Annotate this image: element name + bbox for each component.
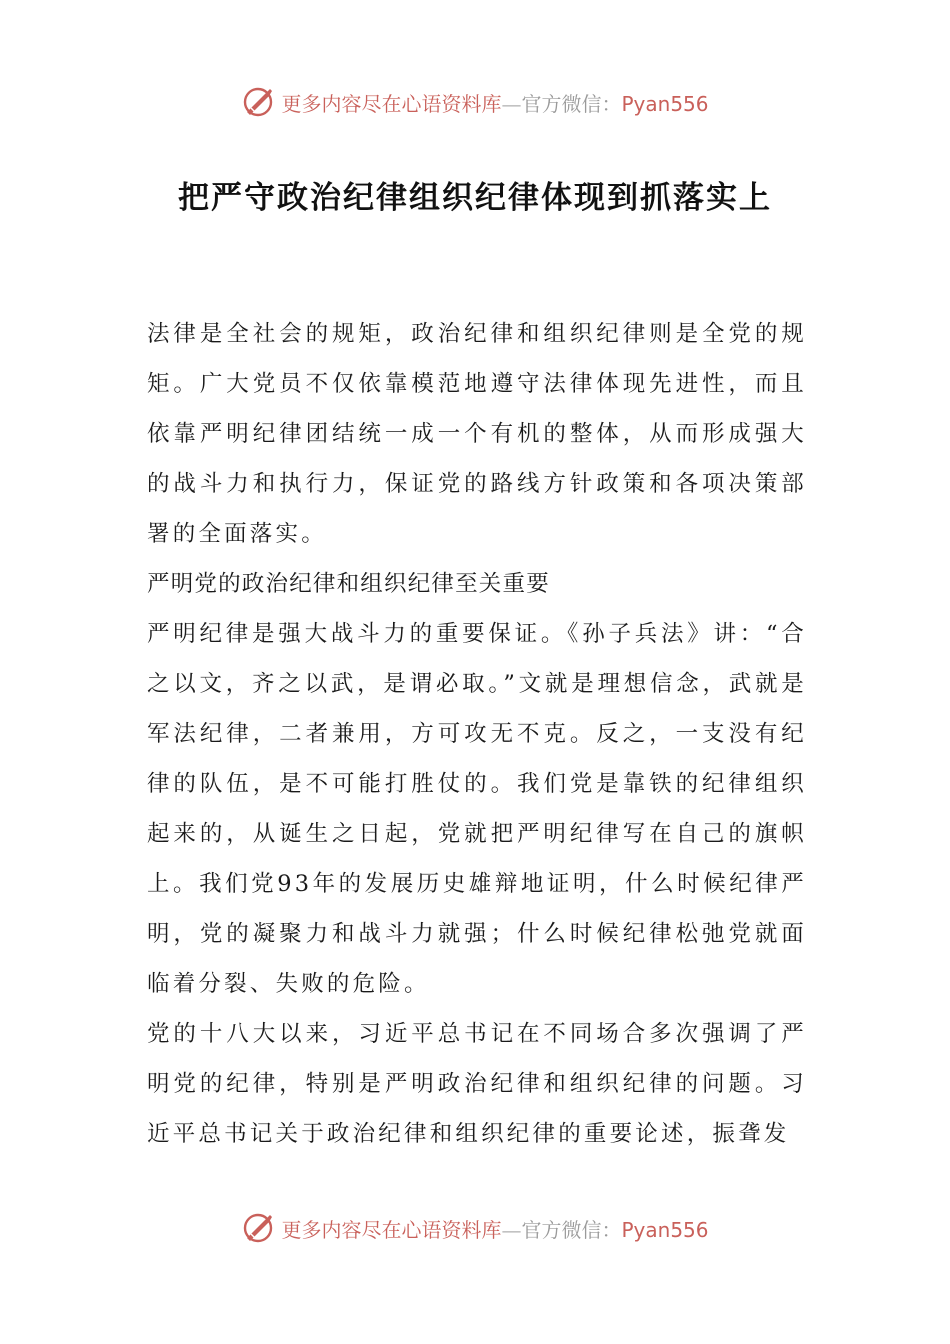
- paragraph: 党的十八大以来，习近平总书记在不同场合多次强调了严明党的纪律，特别是严明政治纪律和组织纪律的问题。习近平总书记关于政治纪律和组织纪律的重要论述，振聋发: [147, 1021, 807, 1147]
- watermark-dash: —: [501, 1217, 522, 1242]
- watermark-contact-label: 官方微信：: [521, 1217, 622, 1242]
- watermark-contact-label: 官方微信：: [521, 91, 622, 116]
- watermark-dash: —: [501, 91, 522, 116]
- watermark-brand: 更多内容尽在心语资料库: [281, 1217, 502, 1242]
- watermark-text: [281, 88, 708, 117]
- watermark-brand: 更多内容尽在心语资料库: [281, 91, 502, 116]
- pen-circle-logo-icon: [241, 1211, 275, 1245]
- watermark-text: [281, 1214, 708, 1243]
- watermark-contact-id: Pyan556: [621, 91, 709, 116]
- paragraph: 严明纪律是强大战斗力的重要保证。《孙子兵法》讲：“合之以文，齐之以武，是谓必取。”文就是理想信念，武就是军法纪律，二者兼用，方可攻无不克。反之，一支没有纪律的队伍，是不可能打胜仗的。我们党是靠铁的纪律组织起来的，从诞生之日起，党就把严明纪律写在自己的旗帜上。我们党93年的发展历史雄辩地证明，什么时候纪律严明，党的凝聚力和战斗力就强；什么时候纪律松弛党就面临着分裂、失败的危险。: [147, 621, 807, 997]
- footer-watermark: [0, 1208, 950, 1248]
- document-title: 把严守政治纪律组织纪律体现到抓落实上: [178, 180, 772, 216]
- paragraph: 法律是全社会的规矩，政治纪律和组织纪律则是全党的规矩。广大党员不仅依靠模范地遵守法律体现先进性，而且依靠严明纪律团结统一成一个有机的整体，从而形成强大的战斗力和执行力，保证党的路线方针政策和各项决策部署的全面落实。: [147, 321, 807, 547]
- pen-circle-logo-icon: [241, 85, 275, 119]
- header-watermark: [0, 82, 950, 122]
- section-heading: 严明党的政治纪律和组织纪律至关重要: [147, 571, 550, 597]
- watermark-contact-id: Pyan556: [621, 1217, 709, 1242]
- document-body: [147, 309, 807, 1159]
